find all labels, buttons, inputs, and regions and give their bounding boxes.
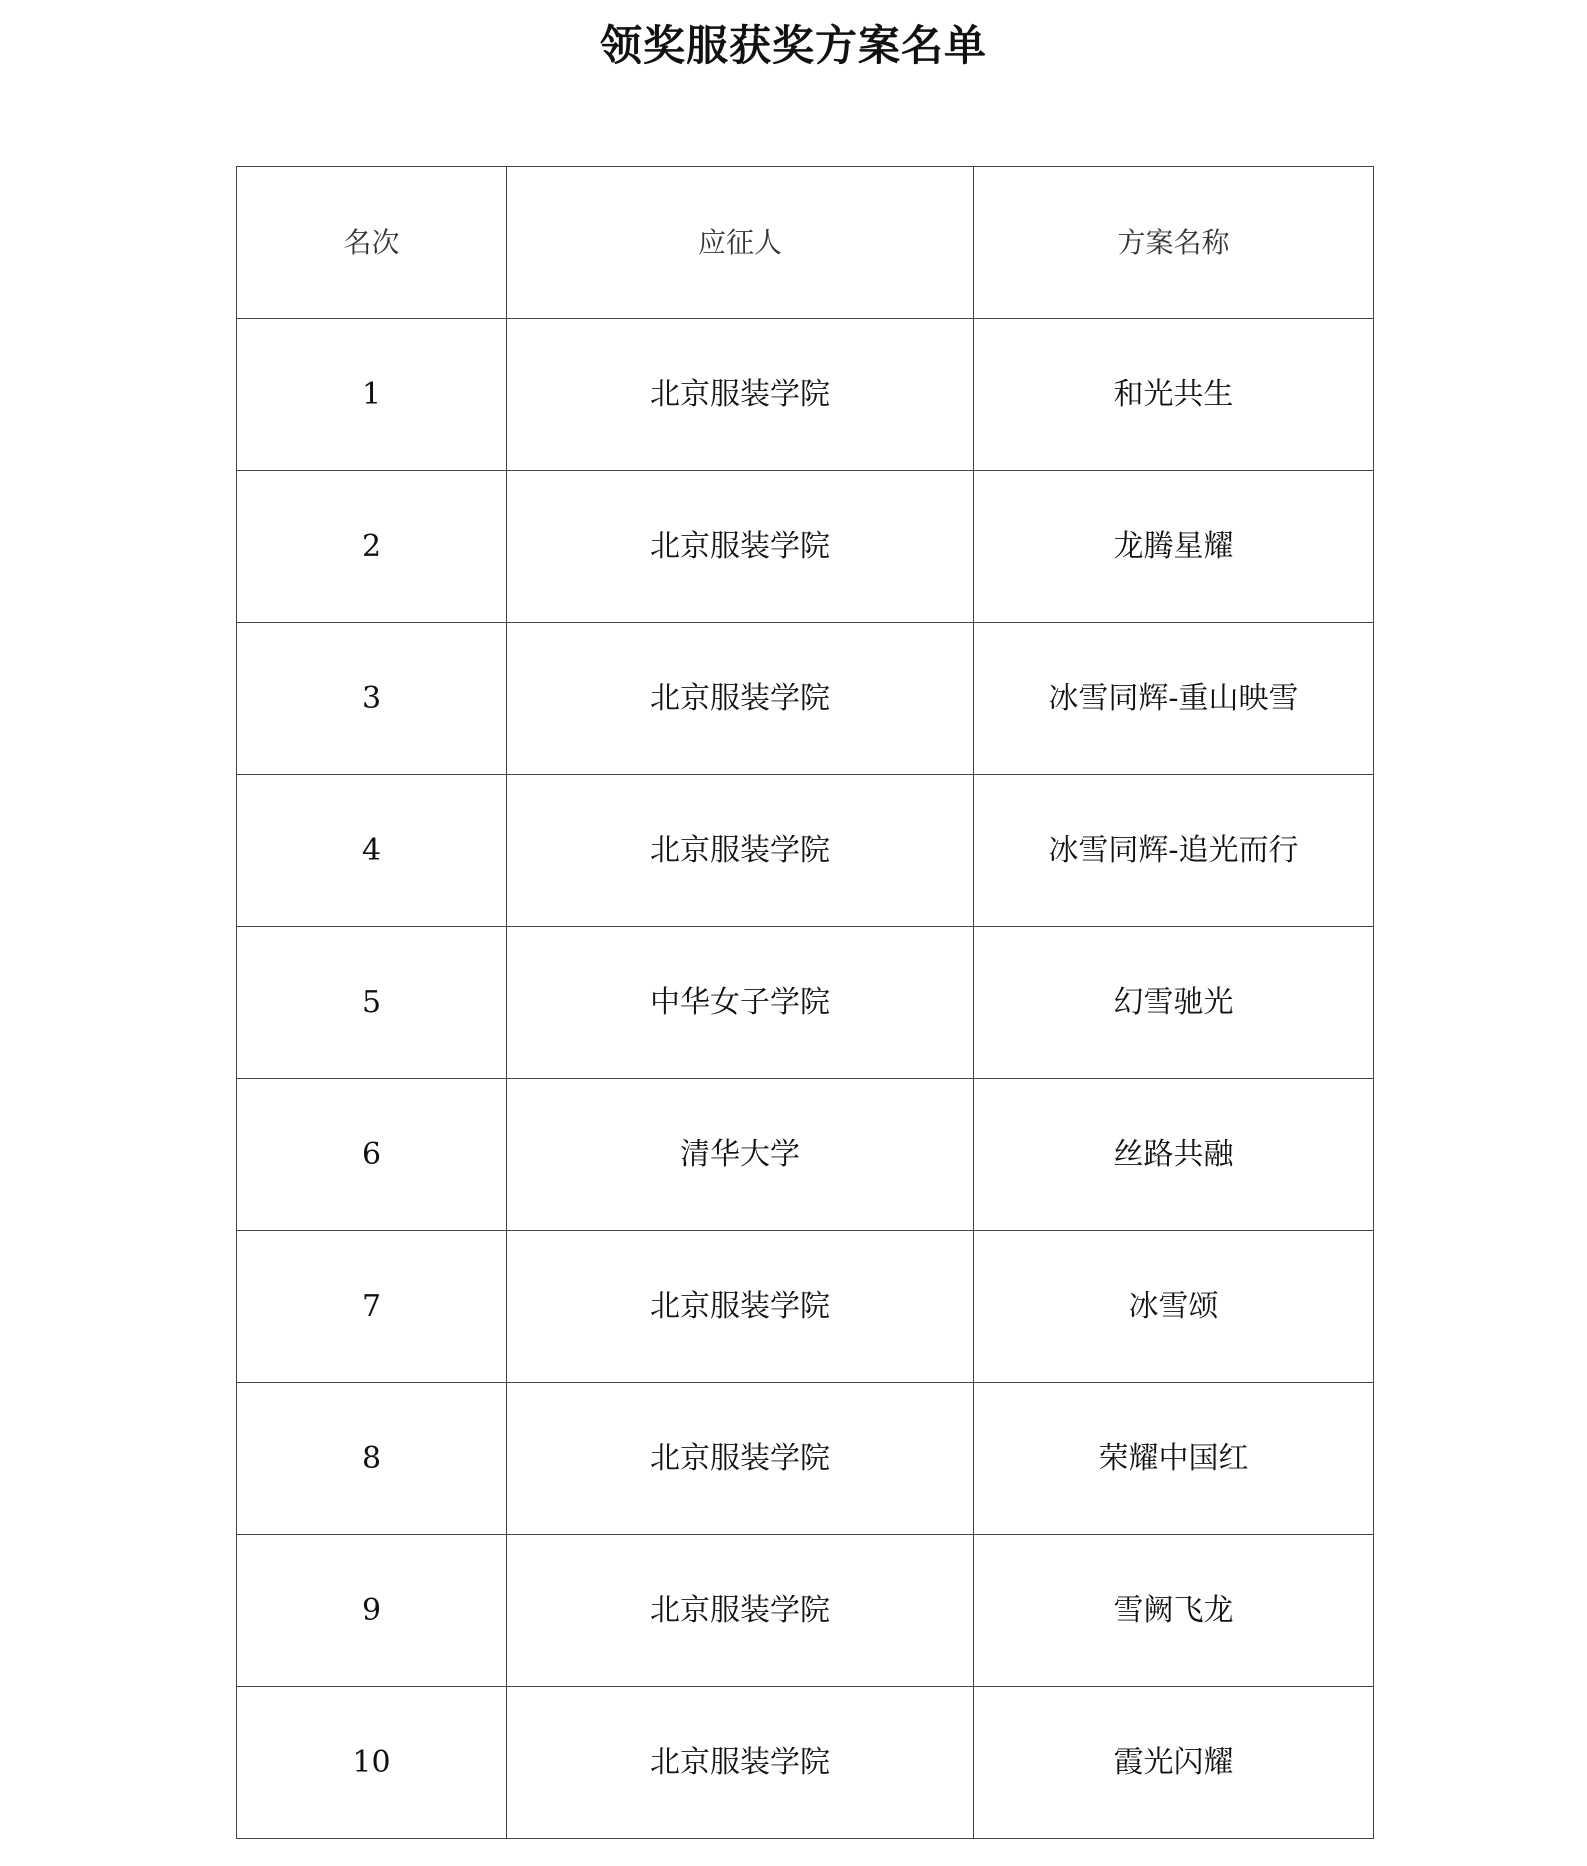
table-row: [237, 927, 1374, 1079]
header-applicant: 应征人: [507, 167, 974, 319]
table-row: [237, 1535, 1374, 1687]
table-row: [237, 623, 1374, 775]
header-proposal-name: 方案名称: [974, 167, 1374, 319]
table-row: [237, 1687, 1374, 1839]
proposal-name-cell: 冰雪同辉-追光而行: [974, 775, 1374, 927]
proposal-name-cell: 丝路共融: [974, 1079, 1374, 1231]
table-header-row: [237, 167, 1374, 319]
header-rank: 名次: [237, 167, 507, 319]
applicant-cell: 北京服装学院: [507, 775, 974, 927]
rank-cell: 6: [237, 1079, 507, 1231]
rank-cell: 7: [237, 1231, 507, 1383]
rank-cell: 1: [237, 319, 507, 471]
applicant-cell: 北京服装学院: [507, 623, 974, 775]
applicant-cell: 北京服装学院: [507, 1383, 974, 1535]
applicant-cell: 北京服装学院: [507, 1231, 974, 1383]
proposal-name-cell: 龙腾星耀: [974, 471, 1374, 623]
rank-cell: 5: [237, 927, 507, 1079]
table-row: [237, 319, 1374, 471]
applicant-cell: 北京服装学院: [507, 319, 974, 471]
rank-cell: 2: [237, 471, 507, 623]
rank-cell: 4: [237, 775, 507, 927]
rank-cell: 10: [237, 1687, 507, 1839]
proposal-name-cell: 荣耀中国红: [974, 1383, 1374, 1535]
applicant-cell: 中华女子学院: [507, 927, 974, 1079]
page-title: 领奖服获奖方案名单: [599, 21, 987, 70]
proposal-name-cell: 冰雪颂: [974, 1231, 1374, 1383]
award-list-table: [236, 166, 1374, 1839]
table-row: [237, 1079, 1374, 1231]
applicant-cell: 北京服装学院: [507, 471, 974, 623]
table-row: [237, 1383, 1374, 1535]
table-row: [237, 471, 1374, 623]
table-row: [237, 775, 1374, 927]
rank-cell: 8: [237, 1383, 507, 1535]
rank-cell: 3: [237, 623, 507, 775]
applicant-cell: 清华大学: [507, 1079, 974, 1231]
applicant-cell: 北京服装学院: [507, 1535, 974, 1687]
proposal-name-cell: 冰雪同辉-重山映雪: [974, 623, 1374, 775]
proposal-name-cell: 幻雪驰光: [974, 927, 1374, 1079]
applicant-cell: 北京服装学院: [507, 1687, 974, 1839]
proposal-name-cell: 雪阙飞龙: [974, 1535, 1374, 1687]
table-row: [237, 1231, 1374, 1383]
rank-cell: 9: [237, 1535, 507, 1687]
proposal-name-cell: 和光共生: [974, 319, 1374, 471]
proposal-name-cell: 霞光闪耀: [974, 1687, 1374, 1839]
